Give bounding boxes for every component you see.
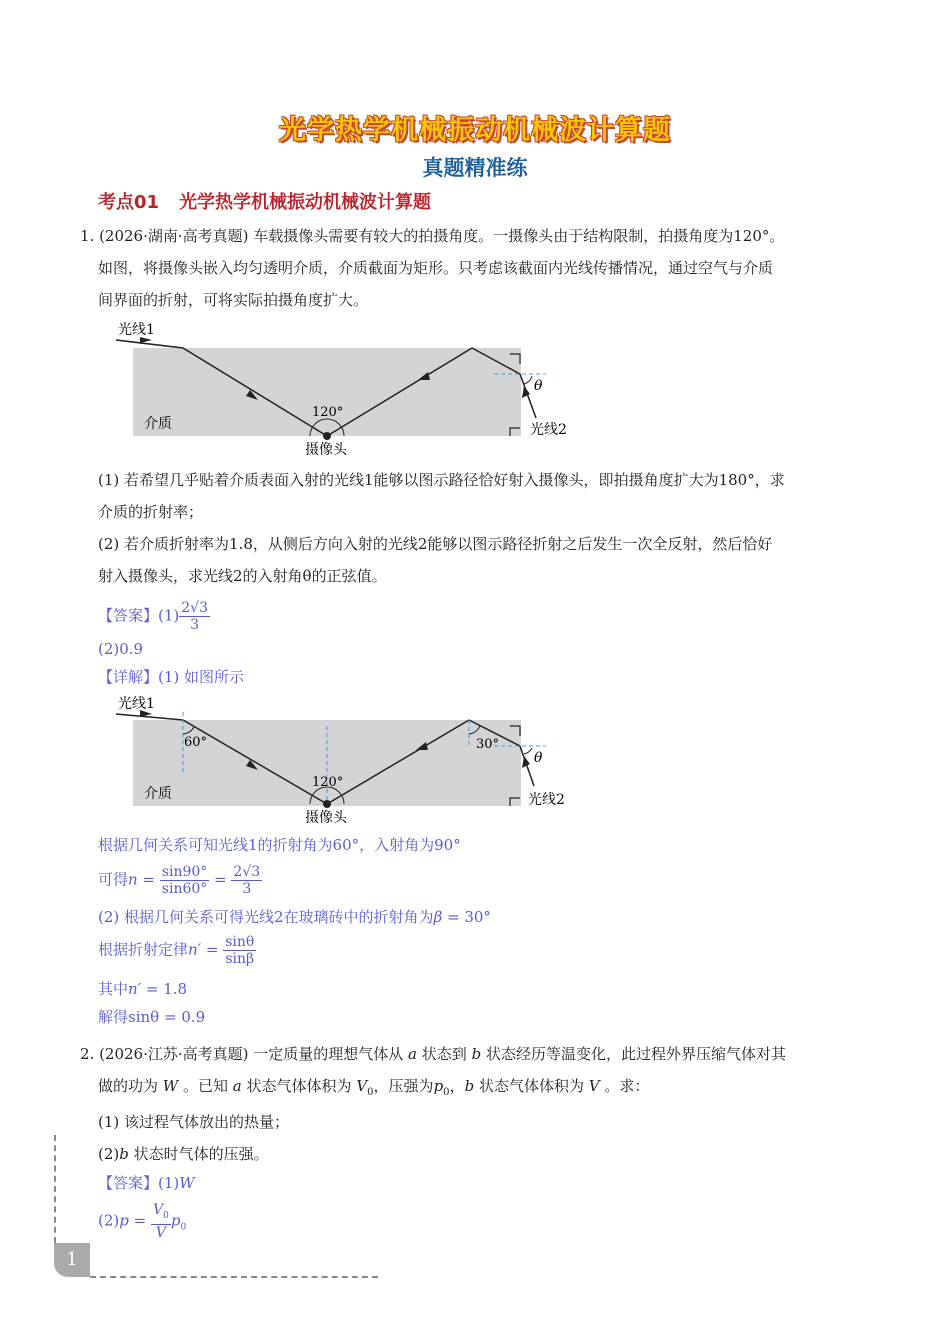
- medium-rect: [133, 348, 521, 436]
- fig2-angle-label: 120°: [312, 775, 344, 790]
- q2-parts: [98, 1106, 888, 1170]
- fraction-denominator: [151, 1225, 171, 1241]
- subscript: 0: [367, 1087, 374, 1098]
- q2-answer2: (2)p = $\frac{V_0}{V}$ $p_0$: [98, 1202, 187, 1241]
- fraction-numerator: 2√3: [181, 600, 209, 616]
- fraction-denominator: sin60°: [161, 881, 208, 897]
- q2-line2: [80, 1070, 890, 1109]
- fig2-ray1-label: 光线1: [118, 696, 155, 712]
- q2-var-V0: V: [356, 1077, 368, 1095]
- fraction-numerator: [151, 1202, 171, 1225]
- section-code: 考点01: [98, 192, 160, 213]
- q1-detail-figure: [110, 690, 590, 830]
- q2-part2-prefix: (2): [98, 1145, 120, 1163]
- q2-answer1-prefix: (1): [158, 1174, 180, 1192]
- q1-step4-fraction: [223, 934, 256, 967]
- subscript: 0: [163, 1210, 169, 1221]
- q1-line1: 1. (2026·湖南·高考真题) 车载摄像头需要有较大的拍摄角度。一摄像头由于结构限制，拍摄角度为120°。: [80, 227, 785, 245]
- q1-step4-prefix: 根据折射定律: [98, 940, 189, 959]
- q2-var-b: b: [464, 1077, 475, 1095]
- q1-step2-fraction1: [160, 864, 210, 897]
- q1-part1-b: 介质的折射率；: [98, 503, 204, 521]
- q1-step2-var: n: [128, 870, 138, 889]
- q2-text: ，: [449, 1077, 465, 1095]
- q2-text: 2. (2026·江苏·高考真题) 一定质量的理想气体从: [80, 1045, 404, 1063]
- q2-var-p0: p: [433, 1077, 444, 1095]
- q1-step2-fraction2: [231, 864, 262, 897]
- fig2-theta-label: θ: [534, 750, 543, 766]
- q1-part1-a: (1) 若希望几乎贴着介质表面入射的光线1能够以图示路径恰好射入摄像头，即拍摄角度扩大为180°，求: [98, 471, 785, 489]
- fig2-ray2-label: 光线2: [528, 792, 565, 808]
- q1-detail-intro-text: (1) 如图所示: [158, 668, 245, 686]
- section-heading: [98, 188, 431, 214]
- q2-answer-label: 【答案】: [98, 1174, 159, 1192]
- ray2-outer-path: [520, 746, 534, 786]
- fraction-numerator: 2√3: [233, 864, 261, 880]
- q1-parts: [98, 464, 888, 592]
- q2-var-b: b: [471, 1045, 482, 1063]
- theta-arc: [524, 748, 532, 754]
- q1-line3: 间界面的折射，可将实际拍摄角度扩大。: [98, 291, 369, 309]
- q2-answer2-prefix: (2): [98, 1211, 120, 1230]
- fig2-angle60-label: 60°: [184, 735, 208, 750]
- q2-var-a: a: [232, 1077, 242, 1095]
- q1-step3-var: β: [433, 908, 443, 926]
- q1-step3-value: 30°: [464, 908, 491, 926]
- q2-text: 。已知: [183, 1077, 229, 1095]
- subscript: 0: [180, 1222, 187, 1233]
- q2-part1: (1) 该过程气体放出的热量；: [98, 1113, 290, 1131]
- theta-arc: [524, 376, 532, 384]
- q2-var-W: W: [162, 1077, 179, 1095]
- q2-text: 状态到: [421, 1045, 467, 1063]
- q1-step3-text: (2) 根据几何关系可得光线2在玻璃砖中的折射角为: [98, 908, 434, 926]
- q2-frac-num-var: V: [152, 1202, 164, 1218]
- document-title: 光学热学机械振动机械波计算题: [279, 115, 671, 146]
- fig1-medium-label: 介质: [144, 416, 172, 432]
- q2-line1: [80, 1038, 890, 1070]
- page-border-horizontal: [90, 1276, 378, 1278]
- q2-answer2-fraction: [151, 1202, 171, 1241]
- page-border-vertical: [54, 1135, 56, 1243]
- q2-text: 状态经历等温变化，此过程外界压缩气体对其: [485, 1045, 786, 1063]
- q1-step2-prefix: 可得: [98, 870, 129, 889]
- q2-var-b: b: [119, 1145, 129, 1163]
- fig2-medium-label: 介质: [144, 786, 172, 802]
- camera-dot: [323, 432, 331, 440]
- camera-dot: [323, 800, 331, 808]
- fig1-ray1-label: 光线1: [118, 322, 155, 338]
- q1-figure: [110, 318, 590, 460]
- q2-text: 做的功为: [98, 1077, 159, 1095]
- fraction-denominator: sinβ: [225, 951, 255, 967]
- fraction-numerator: sinθ: [225, 934, 255, 950]
- q2-text: 状态气体体积为: [478, 1077, 584, 1095]
- q1-step5-value: 1.8: [163, 980, 188, 998]
- q1-answer1-prefix: (1): [158, 606, 180, 625]
- q1-answer-label: 【答案】: [98, 606, 159, 625]
- q2-answer1: [98, 1168, 195, 1198]
- fig2-angle30-label: 30°: [476, 737, 500, 752]
- subscript: 0: [443, 1087, 450, 1098]
- q1-detail-label: 【详解】: [98, 668, 159, 686]
- fraction-numerator: sin90°: [161, 864, 208, 880]
- q1-answer1: [98, 600, 210, 633]
- fraction-denominator: 3: [242, 881, 252, 897]
- section-name: 光学热学机械振动机械波计算题: [179, 192, 432, 213]
- q1-detail-intro: [98, 662, 244, 692]
- q2-answer1-var: W: [179, 1174, 195, 1192]
- document-subtitle: 真题精准练: [422, 156, 528, 180]
- q2-text: 状态气体体积为: [246, 1077, 352, 1095]
- q2-text: 。求：: [604, 1077, 650, 1095]
- arrow-head: [522, 756, 530, 768]
- q1-part2-b: 射入摄像头，求光线2的入射角θ的正弦值。: [98, 567, 387, 585]
- q1-step3: (2) 根据几何关系可得光线2在玻璃砖中的折射角为β = 30°: [98, 908, 491, 926]
- q1-stem: [80, 220, 890, 316]
- fig1-angle-label: 120°: [312, 405, 344, 420]
- q1-step6-expr: sinθ: [128, 1008, 160, 1026]
- q2-var-a: a: [408, 1045, 417, 1063]
- q2-frac-den-var: V: [155, 1224, 166, 1241]
- q1-step5-var: n′: [128, 980, 142, 998]
- q1-step6-value: 0.9: [181, 1008, 206, 1026]
- q1-step2: 可得n = $\frac{\sin 90^\circ}{\sin 60^\circ}$ = $\frac{2√3}{3}$: [98, 864, 261, 897]
- fig2-camera-label: 摄像头: [305, 810, 347, 826]
- q2-part2: [98, 1138, 888, 1170]
- q2-answer2-var: p: [119, 1211, 129, 1230]
- q2-part2-text: 状态时气体的压强。: [133, 1145, 269, 1163]
- q2-var-V: V: [588, 1077, 600, 1095]
- fig1-camera-label: 摄像头: [305, 442, 347, 458]
- q1-line2: 如图，将摄像头嵌入均匀透明介质，介质截面为矩形。只考虑该截面内光线传播情况，通过空气与介质: [98, 259, 774, 277]
- q1-answer2: (2)0.9: [98, 640, 144, 658]
- q1-step6-prefix: 解得: [98, 1008, 129, 1026]
- q1-step5: 其中n′ = 1.8: [98, 980, 188, 998]
- page-number: 1: [54, 1243, 90, 1277]
- q1-step4: 根据折射定律n′ = $\frac{\sin\theta}{\sin\beta}$: [98, 934, 255, 967]
- fig1-theta-label: θ: [534, 378, 543, 394]
- q2-answer2-tail: p: [170, 1211, 181, 1230]
- q1-answer1-fraction: [179, 600, 210, 633]
- q1-step1: 根据几何关系可知光线1的折射角为60°，入射角为90°: [98, 836, 461, 854]
- q2-stem: [80, 1038, 890, 1109]
- q1-step4-var: n′: [188, 940, 202, 959]
- fig1-ray2-label: 光线2: [530, 422, 567, 438]
- q1-part2-a: (2) 若介质折射率为1.8，从侧后方向入射的光线2能够以图示路径折射之后发生一次全反射，然后恰好: [98, 535, 773, 553]
- q1-step6: 解得sinθ = 0.9: [98, 1008, 206, 1026]
- fraction-denominator: 3: [190, 617, 200, 633]
- q1-step5-prefix: 其中: [98, 980, 129, 998]
- q2-text: ，压强为: [373, 1077, 434, 1095]
